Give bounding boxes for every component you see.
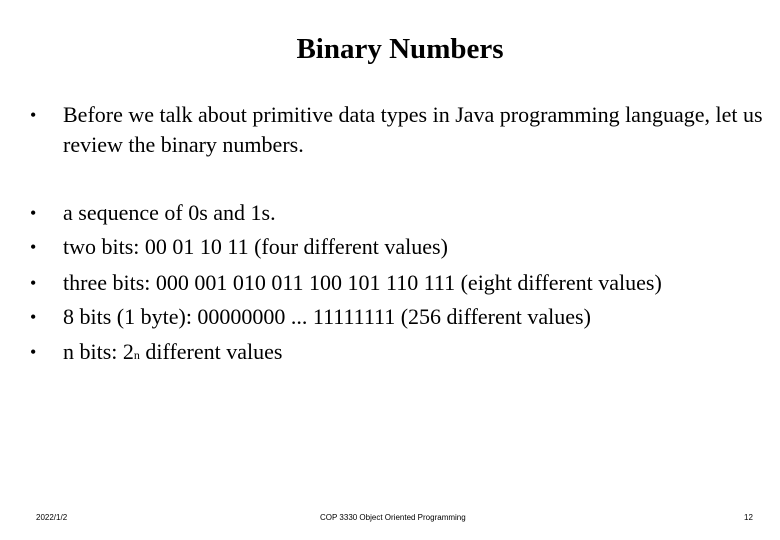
intro-text: Before we talk about primitive data types in Java programming language, let us review the binary numbers. <box>63 102 763 157</box>
footer-page-number: 12 <box>744 513 753 522</box>
bullet-marker: • <box>30 105 37 125</box>
bullet-item <box>30 268 775 298</box>
bullet-item <box>30 198 775 228</box>
bullet-text: three bits: 000 001 010 011 100 101 110 111 (eight different values) <box>63 270 662 295</box>
bullet-text: 8 bits (1 byte): 00000000 ... 11111111 (256 different values) <box>63 304 591 329</box>
exponent-prefix: n bits: 2 <box>63 339 134 364</box>
intro-bullet <box>30 100 775 160</box>
footer-course: COP 3330 Object Oriented Programming <box>320 513 466 522</box>
exponent-superscript: n <box>133 348 140 362</box>
exponent-suffix: different values <box>139 339 283 364</box>
footer-date: 2022/1/2 <box>36 513 68 522</box>
bullet-marker: • <box>30 203 37 223</box>
bullet-item <box>30 302 775 332</box>
bullet-marker: • <box>30 273 37 293</box>
bullet-marker: • <box>30 237 37 257</box>
slide-title: Binary Numbers <box>296 33 504 65</box>
bullet-text: a sequence of 0s and 1s. <box>63 200 276 225</box>
bullet-text-exponent <box>63 337 775 367</box>
bullet-marker: • <box>30 342 37 362</box>
bullet-item <box>30 232 775 262</box>
bullet-text: two bits: 00 01 10 11 (four different values) <box>63 234 448 259</box>
bullet-item <box>30 337 775 367</box>
bullet-marker: • <box>30 307 37 327</box>
